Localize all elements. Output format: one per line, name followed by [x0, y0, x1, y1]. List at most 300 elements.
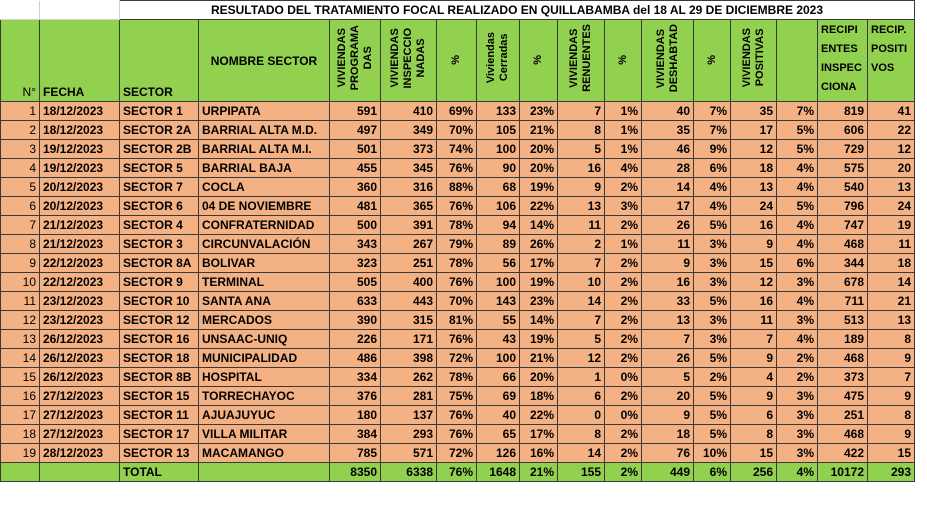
cell-pct-deshabitadas[interactable]: 3% — [694, 330, 731, 349]
cell-viviendas-inspeccionadas[interactable]: 267 — [381, 235, 437, 254]
cell-pct-positivas[interactable]: 5% — [777, 140, 818, 159]
cell-pct-inspeccionadas[interactable]: 70% — [437, 121, 477, 140]
cell-pct-inspeccionadas[interactable]: 78% — [437, 216, 477, 235]
cell-viviendas-programadas[interactable]: 505 — [330, 273, 381, 292]
cell-viviendas-cerradas[interactable]: 105 — [477, 121, 520, 140]
cell-recipientes-positivos[interactable]: 11 — [868, 235, 915, 254]
cell-recipientes-inspeccionados[interactable]: 540 — [818, 178, 868, 197]
cell-viviendas-cerradas[interactable]: 66 — [477, 368, 520, 387]
cell-recipientes-inspeccionados[interactable]: 513 — [818, 311, 868, 330]
cell-pct-deshabitadas[interactable]: 3% — [694, 254, 731, 273]
cell-viviendas-renuentes[interactable]: 8 — [558, 425, 605, 444]
cell-recipientes-positivos[interactable]: 14 — [868, 273, 915, 292]
cell-viviendas-programadas[interactable]: 785 — [330, 444, 381, 463]
cell-viviendas-renuentes[interactable]: 13 — [558, 197, 605, 216]
cell-nombre-sector[interactable]: TORRECHAYOC — [199, 387, 330, 406]
cell-n[interactable]: 18 — [1, 425, 40, 444]
empty-cell[interactable] — [1, 1, 40, 20]
cell-viviendas-positivas[interactable]: 13 — [731, 178, 777, 197]
cell-nombre-sector[interactable]: BARRIAL ALTA M.I. — [199, 140, 330, 159]
cell-viviendas-deshabitadas[interactable]: 20 — [642, 387, 694, 406]
cell-viviendas-programadas[interactable]: 481 — [330, 197, 381, 216]
cell-viviendas-cerradas[interactable]: 65 — [477, 425, 520, 444]
cell-n[interactable]: 19 — [1, 444, 40, 463]
cell-n[interactable]: 4 — [1, 159, 40, 178]
cell-n[interactable]: 14 — [1, 349, 40, 368]
cell-fecha[interactable]: 21/12/2023 — [40, 216, 120, 235]
cell-pct-positivas[interactable]: 6% — [777, 254, 818, 273]
cell-pct-positivas[interactable]: 4% — [777, 159, 818, 178]
cell-pct-cerradas[interactable]: 22% — [520, 406, 558, 425]
cell-viviendas-positivas[interactable]: 12 — [731, 273, 777, 292]
cell-viviendas-positivas[interactable]: 7 — [731, 330, 777, 349]
cell-n[interactable]: 9 — [1, 254, 40, 273]
cell-nombre-sector[interactable]: CIRCUNVALACIÓN — [199, 235, 330, 254]
cell-n[interactable]: 7 — [1, 216, 40, 235]
cell-recipientes-positivos[interactable]: 12 — [868, 140, 915, 159]
cell-viviendas-positivas[interactable]: 9 — [731, 387, 777, 406]
cell-recipientes-positivos[interactable]: 9 — [868, 425, 915, 444]
cell-pct-deshabitadas[interactable]: 6% — [694, 159, 731, 178]
cell-pct-renuentes[interactable]: 2% — [605, 273, 642, 292]
cell-viviendas-renuentes[interactable]: 12 — [558, 349, 605, 368]
cell-n[interactable]: 10 — [1, 273, 40, 292]
cell-viviendas-inspeccionadas[interactable]: 293 — [381, 425, 437, 444]
cell-pct-cerradas[interactable]: 14% — [520, 311, 558, 330]
cell-nombre-sector[interactable]: SANTA ANA — [199, 292, 330, 311]
total-recipientes-inspeccionados[interactable]: 10172 — [818, 463, 868, 482]
cell-pct-positivas[interactable]: 5% — [777, 197, 818, 216]
cell-pct-renuentes[interactable]: 2% — [605, 216, 642, 235]
cell-viviendas-cerradas[interactable]: 100 — [477, 140, 520, 159]
cell-viviendas-renuentes[interactable]: 8 — [558, 121, 605, 140]
cell-pct-inspeccionadas[interactable]: 76% — [437, 197, 477, 216]
cell-viviendas-deshabitadas[interactable]: 11 — [642, 235, 694, 254]
cell-recipientes-positivos[interactable]: 19 — [868, 216, 915, 235]
cell-recipientes-positivos[interactable]: 8 — [868, 330, 915, 349]
cell-viviendas-cerradas[interactable]: 56 — [477, 254, 520, 273]
cell-viviendas-renuentes[interactable]: 14 — [558, 444, 605, 463]
empty-cell[interactable] — [199, 463, 330, 482]
cell-n[interactable]: 11 — [1, 292, 40, 311]
cell-viviendas-inspeccionadas[interactable]: 398 — [381, 349, 437, 368]
cell-viviendas-programadas[interactable]: 486 — [330, 349, 381, 368]
cell-viviendas-programadas[interactable]: 343 — [330, 235, 381, 254]
cell-pct-cerradas[interactable]: 19% — [520, 178, 558, 197]
cell-pct-cerradas[interactable]: 23% — [520, 292, 558, 311]
cell-pct-deshabitadas[interactable]: 3% — [694, 273, 731, 292]
cell-recipientes-inspeccionados[interactable]: 678 — [818, 273, 868, 292]
cell-recipientes-positivos[interactable]: 15 — [868, 444, 915, 463]
cell-viviendas-deshabitadas[interactable]: 46 — [642, 140, 694, 159]
cell-sector[interactable]: SECTOR 16 — [120, 330, 199, 349]
cell-pct-inspeccionadas[interactable]: 79% — [437, 235, 477, 254]
cell-pct-renuentes[interactable]: 2% — [605, 311, 642, 330]
cell-viviendas-deshabitadas[interactable]: 17 — [642, 197, 694, 216]
total-pct-renuentes[interactable]: 2% — [605, 463, 642, 482]
cell-viviendas-cerradas[interactable]: 100 — [477, 273, 520, 292]
cell-recipientes-positivos[interactable]: 8 — [868, 406, 915, 425]
cell-pct-deshabitadas[interactable]: 5% — [694, 387, 731, 406]
cell-viviendas-programadas[interactable]: 384 — [330, 425, 381, 444]
cell-viviendas-renuentes[interactable]: 9 — [558, 178, 605, 197]
cell-viviendas-renuentes[interactable]: 14 — [558, 292, 605, 311]
cell-viviendas-programadas[interactable]: 376 — [330, 387, 381, 406]
cell-viviendas-inspeccionadas[interactable]: 251 — [381, 254, 437, 273]
cell-fecha[interactable]: 23/12/2023 — [40, 311, 120, 330]
cell-pct-positivas[interactable]: 2% — [777, 368, 818, 387]
cell-pct-positivas[interactable]: 3% — [777, 387, 818, 406]
cell-pct-cerradas[interactable]: 21% — [520, 121, 558, 140]
cell-viviendas-cerradas[interactable]: 55 — [477, 311, 520, 330]
cell-recipientes-positivos[interactable]: 9 — [868, 387, 915, 406]
cell-viviendas-positivas[interactable]: 12 — [731, 140, 777, 159]
cell-nombre-sector[interactable]: MUNICIPALIDAD — [199, 349, 330, 368]
cell-sector[interactable]: SECTOR 18 — [120, 349, 199, 368]
cell-pct-inspeccionadas[interactable]: 76% — [437, 273, 477, 292]
cell-pct-deshabitadas[interactable]: 3% — [694, 311, 731, 330]
cell-fecha[interactable]: 26/12/2023 — [40, 330, 120, 349]
cell-pct-positivas[interactable]: 5% — [777, 121, 818, 140]
cell-viviendas-inspeccionadas[interactable]: 373 — [381, 140, 437, 159]
cell-viviendas-deshabitadas[interactable]: 14 — [642, 178, 694, 197]
cell-pct-positivas[interactable]: 3% — [777, 425, 818, 444]
cell-pct-positivas[interactable]: 2% — [777, 349, 818, 368]
cell-pct-cerradas[interactable]: 20% — [520, 368, 558, 387]
cell-recipientes-positivos[interactable]: 13 — [868, 178, 915, 197]
cell-pct-inspeccionadas[interactable]: 72% — [437, 349, 477, 368]
cell-viviendas-inspeccionadas[interactable]: 315 — [381, 311, 437, 330]
cell-sector[interactable]: SECTOR 3 — [120, 235, 199, 254]
cell-viviendas-renuentes[interactable]: 1 — [558, 368, 605, 387]
cell-viviendas-inspeccionadas[interactable]: 391 — [381, 216, 437, 235]
cell-pct-renuentes[interactable]: 2% — [605, 330, 642, 349]
cell-pct-inspeccionadas[interactable]: 76% — [437, 330, 477, 349]
cell-recipientes-positivos[interactable]: 13 — [868, 311, 915, 330]
cell-n[interactable]: 16 — [1, 387, 40, 406]
cell-pct-deshabitadas[interactable]: 5% — [694, 216, 731, 235]
cell-sector[interactable]: SECTOR 5 — [120, 159, 199, 178]
cell-viviendas-cerradas[interactable]: 69 — [477, 387, 520, 406]
total-viviendas-renuentes[interactable]: 155 — [558, 463, 605, 482]
cell-n[interactable]: 2 — [1, 121, 40, 140]
cell-viviendas-programadas[interactable]: 501 — [330, 140, 381, 159]
cell-pct-inspeccionadas[interactable]: 81% — [437, 311, 477, 330]
cell-viviendas-programadas[interactable]: 323 — [330, 254, 381, 273]
cell-viviendas-cerradas[interactable]: 133 — [477, 102, 520, 121]
cell-recipientes-inspeccionados[interactable]: 422 — [818, 444, 868, 463]
cell-viviendas-deshabitadas[interactable]: 7 — [642, 330, 694, 349]
cell-fecha[interactable]: 22/12/2023 — [40, 254, 120, 273]
cell-fecha[interactable]: 27/12/2023 — [40, 387, 120, 406]
cell-pct-positivas[interactable]: 4% — [777, 216, 818, 235]
cell-fecha[interactable]: 27/12/2023 — [40, 406, 120, 425]
cell-fecha[interactable]: 18/12/2023 — [40, 102, 120, 121]
cell-pct-renuentes[interactable]: 1% — [605, 102, 642, 121]
cell-sector[interactable]: SECTOR 7 — [120, 178, 199, 197]
cell-viviendas-deshabitadas[interactable]: 9 — [642, 406, 694, 425]
cell-pct-deshabitadas[interactable]: 5% — [694, 406, 731, 425]
cell-recipientes-inspeccionados[interactable]: 189 — [818, 330, 868, 349]
cell-viviendas-positivas[interactable]: 8 — [731, 425, 777, 444]
cell-pct-deshabitadas[interactable]: 5% — [694, 292, 731, 311]
cell-viviendas-positivas[interactable]: 6 — [731, 406, 777, 425]
cell-pct-renuentes[interactable]: 2% — [605, 349, 642, 368]
cell-pct-inspeccionadas[interactable]: 70% — [437, 292, 477, 311]
cell-sector[interactable]: SECTOR 15 — [120, 387, 199, 406]
cell-fecha[interactable]: 22/12/2023 — [40, 273, 120, 292]
cell-fecha[interactable]: 26/12/2023 — [40, 368, 120, 387]
cell-pct-positivas[interactable]: 3% — [777, 273, 818, 292]
cell-recipientes-positivos[interactable]: 22 — [868, 121, 915, 140]
cell-pct-positivas[interactable]: 4% — [777, 178, 818, 197]
cell-viviendas-renuentes[interactable]: 7 — [558, 102, 605, 121]
total-viviendas-deshabitadas[interactable]: 449 — [642, 463, 694, 482]
cell-viviendas-positivas[interactable]: 18 — [731, 159, 777, 178]
cell-sector[interactable]: SECTOR 2B — [120, 140, 199, 159]
cell-pct-renuentes[interactable]: 1% — [605, 140, 642, 159]
cell-pct-renuentes[interactable]: 1% — [605, 121, 642, 140]
cell-viviendas-positivas[interactable]: 9 — [731, 349, 777, 368]
cell-recipientes-positivos[interactable]: 7 — [868, 368, 915, 387]
cell-pct-renuentes[interactable]: 2% — [605, 292, 642, 311]
cell-recipientes-inspeccionados[interactable]: 373 — [818, 368, 868, 387]
total-viviendas-positivas[interactable]: 256 — [731, 463, 777, 482]
cell-pct-positivas[interactable]: 3% — [777, 406, 818, 425]
cell-viviendas-renuentes[interactable]: 2 — [558, 235, 605, 254]
empty-cell[interactable] — [40, 1, 120, 20]
cell-viviendas-deshabitadas[interactable]: 26 — [642, 349, 694, 368]
cell-fecha[interactable]: 19/12/2023 — [40, 159, 120, 178]
cell-pct-renuentes[interactable]: 2% — [605, 254, 642, 273]
cell-pct-deshabitadas[interactable]: 4% — [694, 197, 731, 216]
cell-recipientes-inspeccionados[interactable]: 711 — [818, 292, 868, 311]
cell-pct-positivas[interactable]: 4% — [777, 235, 818, 254]
cell-pct-cerradas[interactable]: 16% — [520, 444, 558, 463]
cell-recipientes-inspeccionados[interactable]: 747 — [818, 216, 868, 235]
cell-viviendas-cerradas[interactable]: 143 — [477, 292, 520, 311]
cell-pct-renuentes[interactable]: 3% — [605, 197, 642, 216]
cell-nombre-sector[interactable]: HOSPITAL — [199, 368, 330, 387]
cell-viviendas-deshabitadas[interactable]: 18 — [642, 425, 694, 444]
cell-pct-cerradas[interactable]: 19% — [520, 330, 558, 349]
cell-viviendas-inspeccionadas[interactable]: 262 — [381, 368, 437, 387]
cell-sector[interactable]: SECTOR 8B — [120, 368, 199, 387]
cell-pct-cerradas[interactable]: 14% — [520, 216, 558, 235]
cell-sector[interactable]: SECTOR 10 — [120, 292, 199, 311]
cell-viviendas-programadas[interactable]: 500 — [330, 216, 381, 235]
cell-sector[interactable]: SECTOR 9 — [120, 273, 199, 292]
cell-n[interactable]: 17 — [1, 406, 40, 425]
cell-fecha[interactable]: 18/12/2023 — [40, 121, 120, 140]
cell-nombre-sector[interactable]: UNSAAC-UNIQ — [199, 330, 330, 349]
cell-pct-renuentes[interactable]: 0% — [605, 368, 642, 387]
cell-sector[interactable]: SECTOR 13 — [120, 444, 199, 463]
cell-viviendas-renuentes[interactable]: 10 — [558, 273, 605, 292]
cell-viviendas-deshabitadas[interactable]: 28 — [642, 159, 694, 178]
cell-viviendas-renuentes[interactable]: 7 — [558, 254, 605, 273]
cell-viviendas-programadas[interactable]: 455 — [330, 159, 381, 178]
cell-sector[interactable]: SECTOR 17 — [120, 425, 199, 444]
cell-pct-cerradas[interactable]: 21% — [520, 349, 558, 368]
cell-n[interactable]: 5 — [1, 178, 40, 197]
cell-viviendas-inspeccionadas[interactable]: 281 — [381, 387, 437, 406]
cell-viviendas-programadas[interactable]: 390 — [330, 311, 381, 330]
cell-fecha[interactable]: 21/12/2023 — [40, 235, 120, 254]
cell-viviendas-positivas[interactable]: 4 — [731, 368, 777, 387]
cell-viviendas-programadas[interactable]: 334 — [330, 368, 381, 387]
total-viviendas-programadas[interactable]: 8350 — [330, 463, 381, 482]
cell-viviendas-renuentes[interactable]: 5 — [558, 140, 605, 159]
cell-pct-cerradas[interactable]: 23% — [520, 102, 558, 121]
empty-cell[interactable] — [1, 463, 40, 482]
cell-nombre-sector[interactable]: URPIPATA — [199, 102, 330, 121]
cell-viviendas-programadas[interactable]: 633 — [330, 292, 381, 311]
cell-viviendas-programadas[interactable]: 226 — [330, 330, 381, 349]
cell-viviendas-inspeccionadas[interactable]: 571 — [381, 444, 437, 463]
cell-nombre-sector[interactable]: TERMINAL — [199, 273, 330, 292]
cell-recipientes-positivos[interactable]: 20 — [868, 159, 915, 178]
cell-fecha[interactable]: 19/12/2023 — [40, 140, 120, 159]
cell-pct-deshabitadas[interactable]: 4% — [694, 178, 731, 197]
cell-fecha[interactable]: 27/12/2023 — [40, 425, 120, 444]
cell-recipientes-inspeccionados[interactable]: 468 — [818, 235, 868, 254]
cell-sector[interactable]: SECTOR 11 — [120, 406, 199, 425]
cell-pct-positivas[interactable]: 4% — [777, 330, 818, 349]
cell-n[interactable]: 12 — [1, 311, 40, 330]
cell-nombre-sector[interactable]: VILLA MILITAR — [199, 425, 330, 444]
cell-viviendas-inspeccionadas[interactable]: 349 — [381, 121, 437, 140]
cell-sector[interactable]: SECTOR 1 — [120, 102, 199, 121]
cell-nombre-sector[interactable]: BARRIAL BAJA — [199, 159, 330, 178]
cell-recipientes-positivos[interactable]: 24 — [868, 197, 915, 216]
empty-cell[interactable] — [40, 463, 120, 482]
cell-viviendas-programadas[interactable]: 360 — [330, 178, 381, 197]
cell-viviendas-inspeccionadas[interactable]: 171 — [381, 330, 437, 349]
cell-pct-cerradas[interactable]: 19% — [520, 273, 558, 292]
cell-pct-cerradas[interactable]: 20% — [520, 140, 558, 159]
cell-pct-deshabitadas[interactable]: 3% — [694, 235, 731, 254]
cell-pct-renuentes[interactable]: 2% — [605, 178, 642, 197]
cell-viviendas-deshabitadas[interactable]: 13 — [642, 311, 694, 330]
cell-sector[interactable]: SECTOR 8A — [120, 254, 199, 273]
cell-pct-cerradas[interactable]: 26% — [520, 235, 558, 254]
cell-nombre-sector[interactable]: MERCADOS — [199, 311, 330, 330]
cell-pct-renuentes[interactable]: 2% — [605, 425, 642, 444]
cell-viviendas-inspeccionadas[interactable]: 400 — [381, 273, 437, 292]
cell-pct-deshabitadas[interactable]: 7% — [694, 121, 731, 140]
cell-viviendas-cerradas[interactable]: 89 — [477, 235, 520, 254]
cell-pct-positivas[interactable]: 7% — [777, 102, 818, 121]
cell-pct-inspeccionadas[interactable]: 74% — [437, 140, 477, 159]
total-viviendas-cerradas[interactable]: 1648 — [477, 463, 520, 482]
cell-pct-inspeccionadas[interactable]: 75% — [437, 387, 477, 406]
cell-recipientes-inspeccionados[interactable]: 468 — [818, 349, 868, 368]
cell-recipientes-inspeccionados[interactable]: 729 — [818, 140, 868, 159]
cell-pct-cerradas[interactable]: 17% — [520, 425, 558, 444]
cell-viviendas-deshabitadas[interactable]: 5 — [642, 368, 694, 387]
cell-pct-deshabitadas[interactable]: 2% — [694, 368, 731, 387]
cell-viviendas-deshabitadas[interactable]: 16 — [642, 273, 694, 292]
cell-recipientes-positivos[interactable]: 41 — [868, 102, 915, 121]
cell-n[interactable]: 13 — [1, 330, 40, 349]
total-recipientes-positivos[interactable]: 293 — [868, 463, 915, 482]
cell-pct-inspeccionadas[interactable]: 76% — [437, 406, 477, 425]
cell-pct-deshabitadas[interactable]: 10% — [694, 444, 731, 463]
cell-recipientes-positivos[interactable]: 9 — [868, 349, 915, 368]
cell-viviendas-deshabitadas[interactable]: 33 — [642, 292, 694, 311]
cell-pct-renuentes[interactable]: 2% — [605, 387, 642, 406]
total-pct-cerradas[interactable]: 21% — [520, 463, 558, 482]
cell-pct-inspeccionadas[interactable]: 76% — [437, 425, 477, 444]
cell-viviendas-positivas[interactable]: 24 — [731, 197, 777, 216]
cell-recipientes-inspeccionados[interactable]: 344 — [818, 254, 868, 273]
cell-viviendas-cerradas[interactable]: 43 — [477, 330, 520, 349]
cell-pct-cerradas[interactable]: 17% — [520, 254, 558, 273]
cell-recipientes-inspeccionados[interactable]: 796 — [818, 197, 868, 216]
cell-viviendas-programadas[interactable]: 180 — [330, 406, 381, 425]
cell-sector[interactable]: SECTOR 6 — [120, 197, 199, 216]
cell-pct-deshabitadas[interactable]: 5% — [694, 349, 731, 368]
cell-pct-inspeccionadas[interactable]: 72% — [437, 444, 477, 463]
cell-pct-inspeccionadas[interactable]: 88% — [437, 178, 477, 197]
cell-pct-cerradas[interactable]: 22% — [520, 197, 558, 216]
cell-viviendas-inspeccionadas[interactable]: 410 — [381, 102, 437, 121]
cell-viviendas-inspeccionadas[interactable]: 345 — [381, 159, 437, 178]
cell-pct-cerradas[interactable]: 20% — [520, 159, 558, 178]
cell-pct-renuentes[interactable]: 4% — [605, 159, 642, 178]
cell-viviendas-positivas[interactable]: 15 — [731, 444, 777, 463]
cell-fecha[interactable]: 23/12/2023 — [40, 292, 120, 311]
cell-pct-renuentes[interactable]: 2% — [605, 444, 642, 463]
cell-viviendas-cerradas[interactable]: 90 — [477, 159, 520, 178]
cell-recipientes-inspeccionados[interactable]: 606 — [818, 121, 868, 140]
cell-viviendas-renuentes[interactable]: 0 — [558, 406, 605, 425]
cell-pct-deshabitadas[interactable]: 5% — [694, 425, 731, 444]
cell-sector[interactable]: SECTOR 4 — [120, 216, 199, 235]
cell-fecha[interactable]: 20/12/2023 — [40, 197, 120, 216]
cell-fecha[interactable]: 20/12/2023 — [40, 178, 120, 197]
cell-sector[interactable]: SECTOR 2A — [120, 121, 199, 140]
cell-viviendas-renuentes[interactable]: 7 — [558, 311, 605, 330]
cell-pct-inspeccionadas[interactable]: 78% — [437, 368, 477, 387]
cell-viviendas-programadas[interactable]: 497 — [330, 121, 381, 140]
cell-viviendas-deshabitadas[interactable]: 76 — [642, 444, 694, 463]
cell-nombre-sector[interactable]: 04 DE NOVIEMBRE — [199, 197, 330, 216]
cell-pct-positivas[interactable]: 4% — [777, 292, 818, 311]
cell-nombre-sector[interactable]: CONFRATERNIDAD — [199, 216, 330, 235]
cell-recipientes-inspeccionados[interactable]: 575 — [818, 159, 868, 178]
total-pct-inspeccionadas[interactable]: 76% — [437, 463, 477, 482]
cell-viviendas-cerradas[interactable]: 94 — [477, 216, 520, 235]
cell-n[interactable]: 1 — [1, 102, 40, 121]
cell-viviendas-positivas[interactable]: 16 — [731, 216, 777, 235]
cell-pct-deshabitadas[interactable]: 7% — [694, 102, 731, 121]
cell-nombre-sector[interactable]: COCLA — [199, 178, 330, 197]
cell-pct-renuentes[interactable]: 1% — [605, 235, 642, 254]
cell-pct-cerradas[interactable]: 18% — [520, 387, 558, 406]
cell-viviendas-inspeccionadas[interactable]: 365 — [381, 197, 437, 216]
cell-n[interactable]: 8 — [1, 235, 40, 254]
total-viviendas-inspeccionadas[interactable]: 6338 — [381, 463, 437, 482]
cell-viviendas-cerradas[interactable]: 40 — [477, 406, 520, 425]
cell-pct-positivas[interactable]: 3% — [777, 444, 818, 463]
cell-viviendas-deshabitadas[interactable]: 40 — [642, 102, 694, 121]
cell-viviendas-deshabitadas[interactable]: 26 — [642, 216, 694, 235]
cell-viviendas-programadas[interactable]: 591 — [330, 102, 381, 121]
cell-recipientes-inspeccionados[interactable]: 251 — [818, 406, 868, 425]
cell-viviendas-positivas[interactable]: 11 — [731, 311, 777, 330]
